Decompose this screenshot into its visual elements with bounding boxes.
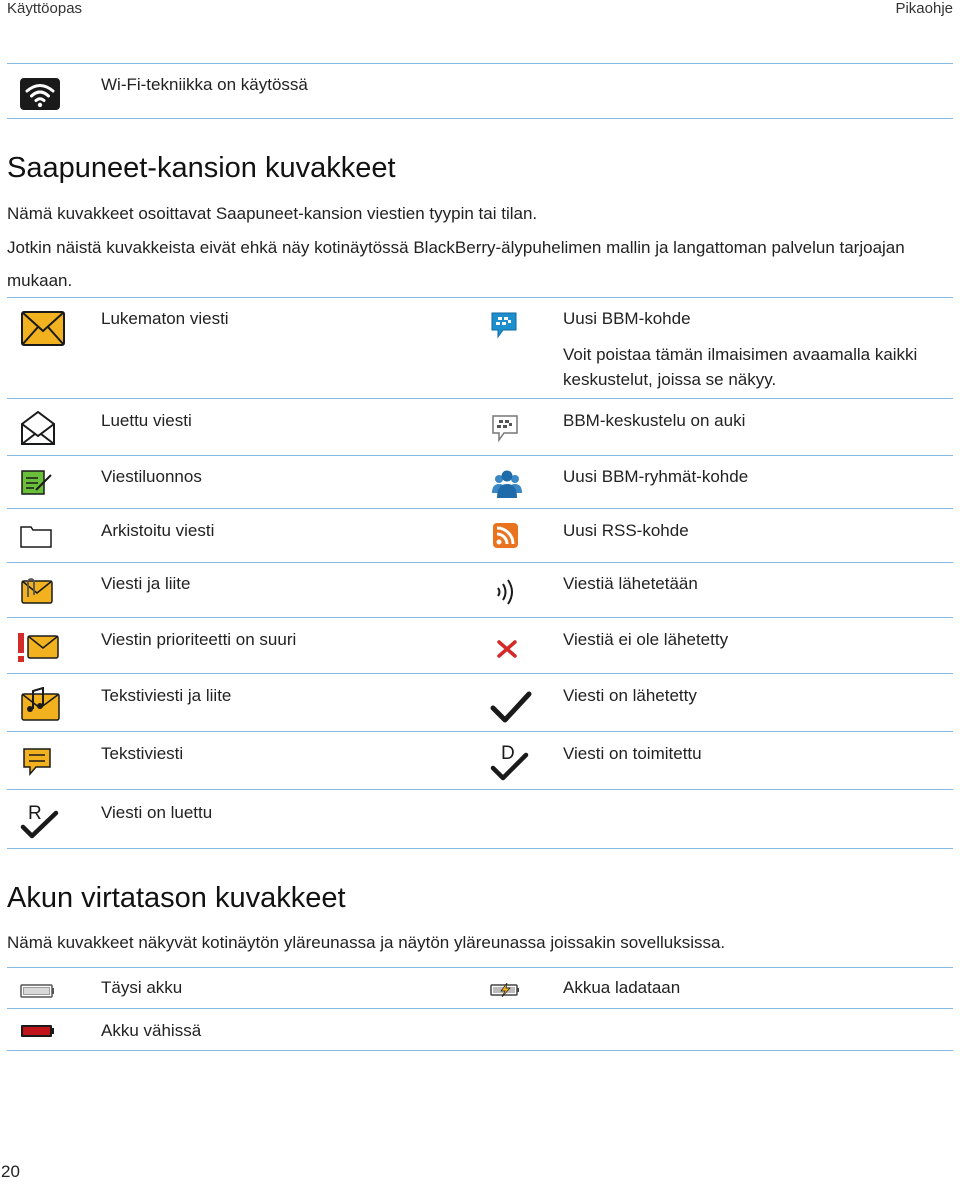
divider [7,297,953,298]
divider [7,789,953,790]
attachment-envelope-icon [21,578,53,604]
section-title-battery: Akun virtatason kuvakkeet [7,882,346,914]
icon-label: Akku vähissä [101,1021,202,1040]
icon-label: Viesti on luettu [101,803,213,822]
icon-label: Arkistoitu viesti [101,521,215,540]
icon-label: Uusi RSS-kohde [563,521,689,540]
read-checkmark-icon [20,800,60,840]
bbm-new-icon [489,310,519,340]
divider [7,118,953,119]
divider [7,617,953,618]
icon-label: Uusi BBM-ryhmät-kohde [563,467,749,486]
divider [7,398,953,399]
icon-label: Viesti on lähetetty [563,686,697,705]
battery-full-icon [20,984,54,998]
bbm-groups-icon [491,467,523,499]
sent-checkmark-icon [490,690,532,724]
doc-title: Käyttöopas [7,0,83,17]
divider [7,848,953,849]
icon-label: Täysi akku [101,978,183,997]
sending-icon [495,578,519,606]
icon-label: Uusi BBM-kohde [563,309,691,328]
icon-label: Viestin prioriteetti on suuri [101,630,297,649]
draft-icon [20,468,54,496]
not-sent-icon [497,640,517,658]
icon-label: Akkua ladataan [563,978,681,997]
inbox-intro-2: Jotkin näistä kuvakkeista eivät ehkä näy kotinäytössä BlackBerry-älypuhelimen mallin ja langattoman palvelun tarjoajan mukaan. [7,238,905,290]
divider [7,1050,953,1051]
icon-label: Viestiluonnos [101,467,202,486]
icon-label: Lukematon viesti [101,309,229,328]
delivered-checkmark-icon [490,742,530,782]
divider [7,562,953,563]
icon-label: Viesti ja liite [101,574,191,593]
divider [7,508,953,509]
icon-label: Tekstiviesti [101,744,184,763]
read-envelope-icon [20,410,56,446]
icon-label: Viesti on toimitettu [563,744,702,763]
battery-intro: Nämä kuvakkeet näkyvät kotinäytön yläreunassa ja näytön yläreunassa joissakin sovelluksissa. [7,933,726,952]
divider [7,967,953,968]
svg-text:D: D [501,743,515,764]
folder-icon [20,524,52,548]
battery-charging-icon [490,983,520,997]
doc-section: Pikaohje [895,0,953,17]
icon-label: Luettu viesti [101,411,192,430]
inbox-intro-1: Nämä kuvakkeet osoittavat Saapuneet-kansion viestien tyypin tai tilan. [7,204,538,223]
icon-note: Voit poistaa tämän ilmaisimen avaamalla kaikki keskustelut, joissa se näkyy. [563,345,918,389]
divider [7,673,953,674]
icon-label: Viestiä lähetetään [563,574,698,593]
divider [7,1008,953,1009]
divider [7,63,953,64]
unread-envelope-icon [21,311,65,346]
icon-label: BBM-keskustelu on auki [563,411,746,430]
icon-label: Viestiä ei ole lähetetty [563,630,729,649]
icon-label: Tekstiviesti ja liite [101,686,232,705]
text-attachment-icon [21,687,61,721]
battery-low-icon [20,1024,54,1038]
divider [7,731,953,732]
text-message-icon [22,747,52,777]
wifi-label: Wi-Fi-tekniikka on käytössä [101,75,308,94]
svg-text:R: R [28,803,42,824]
section-title-inbox: Saapuneet-kansion kuvakkeet [7,152,396,184]
rss-icon [493,523,518,548]
bbm-open-icon [491,414,519,442]
wifi-icon [20,78,60,110]
divider [7,455,953,456]
high-priority-icon [14,631,60,663]
page-number: 20 [1,1162,20,1181]
